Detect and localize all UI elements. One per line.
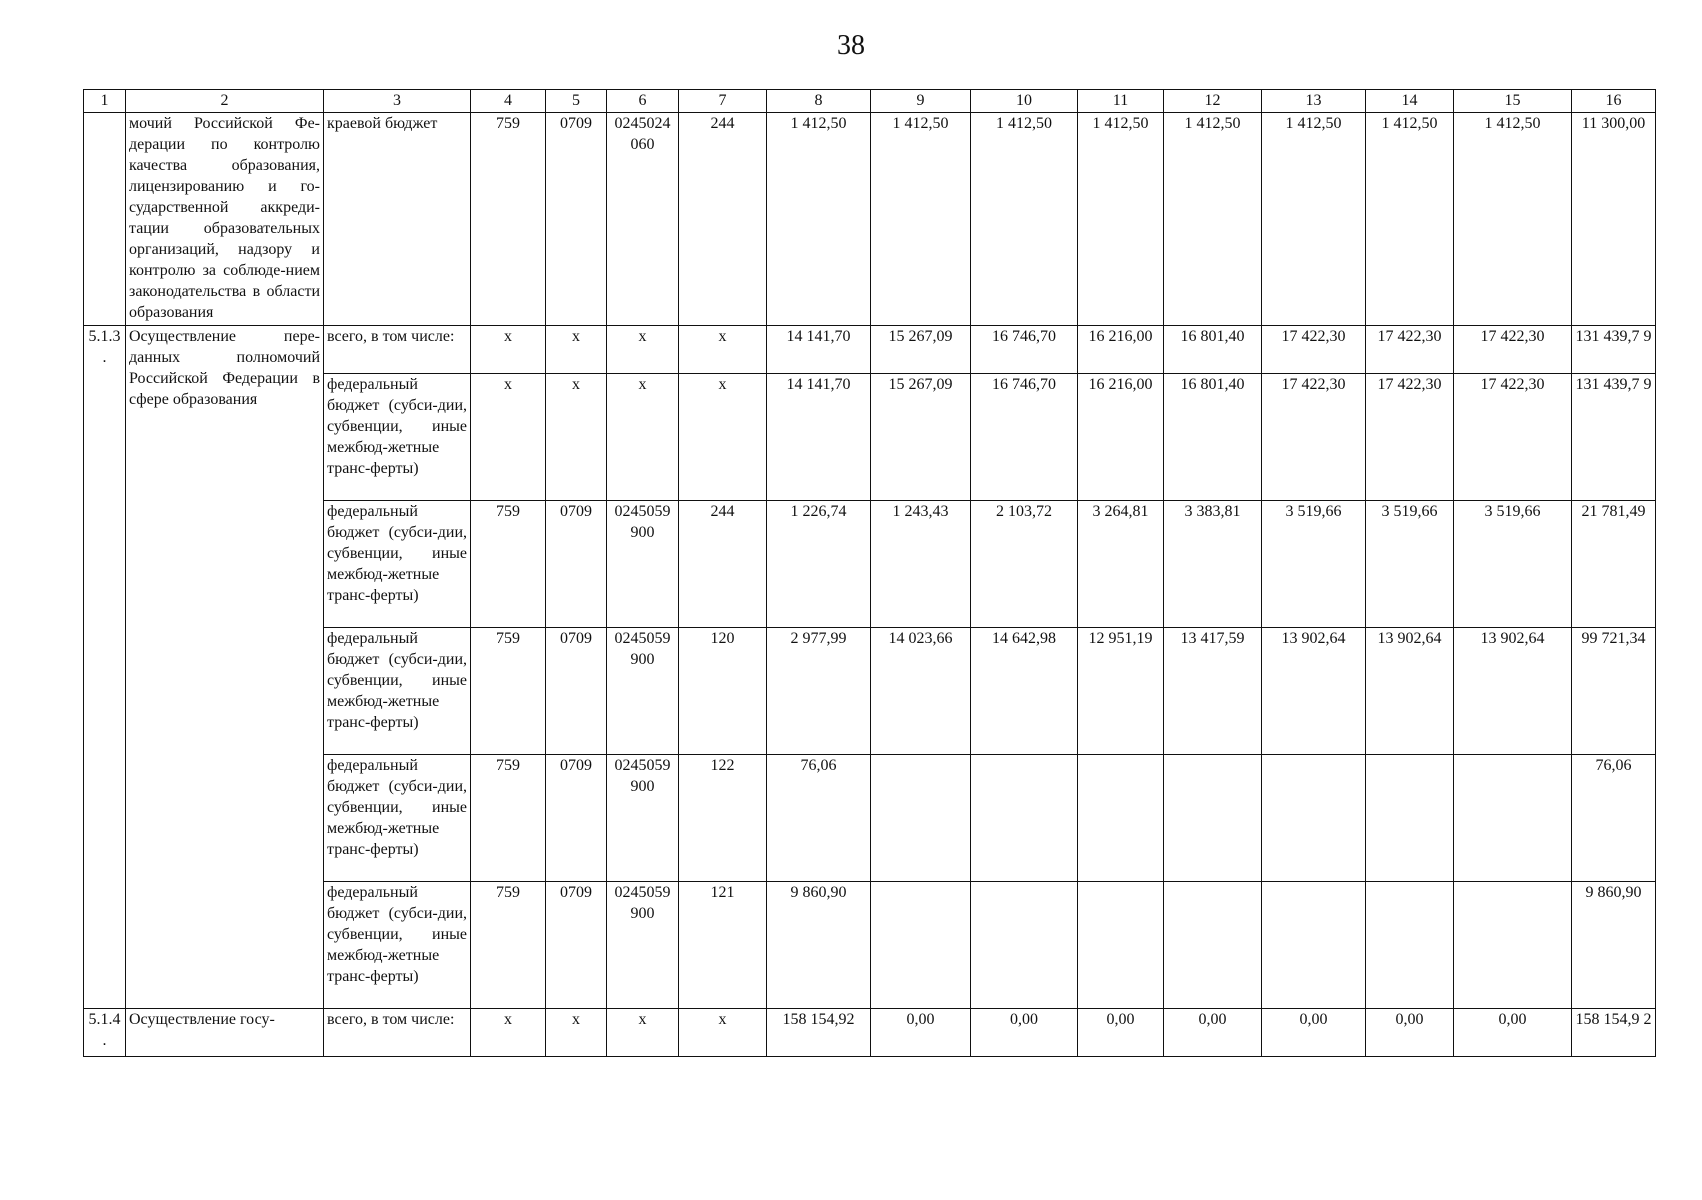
code-cell: х xyxy=(471,374,546,501)
value-cell xyxy=(1078,755,1164,882)
value-cell: 17 422,30 xyxy=(1366,326,1454,374)
value-cell: 1 412,50 xyxy=(971,113,1078,326)
column-header: 15 xyxy=(1454,90,1572,113)
value-cell: 0,00 xyxy=(1078,1009,1164,1057)
total-cell: 9 860,90 xyxy=(1572,882,1656,1009)
column-header: 9 xyxy=(871,90,971,113)
value-cell: 1 412,50 xyxy=(871,113,971,326)
code-cell: 759 xyxy=(471,755,546,882)
code-cell: х xyxy=(607,326,679,374)
code-cell: х xyxy=(546,1009,607,1057)
value-cell xyxy=(1454,755,1572,882)
column-header: 6 xyxy=(607,90,679,113)
funding-source-cell: федеральный бюджет (субси-дии, субвенции, иные межбюд-жетные транс-ферты) xyxy=(324,374,471,501)
code-cell: 0245059 900 xyxy=(607,501,679,628)
value-cell xyxy=(871,882,971,1009)
funding-source-cell: всего, в том числе: xyxy=(324,1009,471,1057)
page-number: 38 xyxy=(837,30,865,61)
value-cell: 0,00 xyxy=(1262,1009,1366,1057)
value-cell: 3 519,66 xyxy=(1262,501,1366,628)
value-cell: 17 422,30 xyxy=(1454,374,1572,501)
value-cell: 14 023,66 xyxy=(871,628,971,755)
value-cell: 14 642,98 xyxy=(971,628,1078,755)
column-header: 8 xyxy=(767,90,871,113)
value-cell: 9 860,90 xyxy=(767,882,871,1009)
column-header: 12 xyxy=(1164,90,1262,113)
value-cell: 1 412,50 xyxy=(1078,113,1164,326)
code-cell: 0709 xyxy=(546,501,607,628)
value-cell: 1 412,50 xyxy=(1366,113,1454,326)
value-cell: 1 412,50 xyxy=(767,113,871,326)
value-cell: 16 746,70 xyxy=(971,326,1078,374)
value-cell: 17 422,30 xyxy=(1262,374,1366,501)
value-cell: 1 243,43 xyxy=(871,501,971,628)
value-cell: 17 422,30 xyxy=(1454,326,1572,374)
value-cell: 0,00 xyxy=(1164,1009,1262,1057)
column-header: 5 xyxy=(546,90,607,113)
code-cell: 0709 xyxy=(546,113,607,326)
value-cell: 158 154,92 xyxy=(767,1009,871,1057)
value-cell xyxy=(1262,882,1366,1009)
value-cell: 2 103,72 xyxy=(971,501,1078,628)
value-cell: 1 412,50 xyxy=(1454,113,1572,326)
total-cell: 131 439,7 9 xyxy=(1572,374,1656,501)
value-cell: 13 902,64 xyxy=(1262,628,1366,755)
code-cell: 0709 xyxy=(546,755,607,882)
code-cell: 120 xyxy=(679,628,767,755)
code-cell: 759 xyxy=(471,113,546,326)
column-number-row xyxy=(84,90,1656,113)
table-row xyxy=(84,1009,1656,1057)
column-header: 11 xyxy=(1078,90,1164,113)
code-cell: 759 xyxy=(471,882,546,1009)
funding-source-cell: федеральный бюджет (субси-дии, субвенции, иные межбюд-жетные транс-ферты) xyxy=(324,628,471,755)
column-header: 16 xyxy=(1572,90,1656,113)
total-cell: 21 781,49 xyxy=(1572,501,1656,628)
value-cell: 2 977,99 xyxy=(767,628,871,755)
code-cell: х xyxy=(546,374,607,501)
code-cell: х xyxy=(471,326,546,374)
value-cell: 16 746,70 xyxy=(971,374,1078,501)
value-cell: 3 519,66 xyxy=(1366,501,1454,628)
value-cell: 1 226,74 xyxy=(767,501,871,628)
code-cell: 759 xyxy=(471,628,546,755)
funding-source-cell: федеральный бюджет (субси-дии, субвенции, иные межбюд-жетные транс-ферты) xyxy=(324,882,471,1009)
value-cell: 3 264,81 xyxy=(1078,501,1164,628)
column-header: 13 xyxy=(1262,90,1366,113)
value-cell: 17 422,30 xyxy=(1366,374,1454,501)
budget-table xyxy=(83,89,1656,1057)
code-cell: х xyxy=(546,326,607,374)
value-cell: 3 519,66 xyxy=(1454,501,1572,628)
value-cell: 0,00 xyxy=(971,1009,1078,1057)
value-cell xyxy=(971,755,1078,882)
code-cell: 0245059 900 xyxy=(607,755,679,882)
code-cell: 0709 xyxy=(546,882,607,1009)
code-cell: 0245059 900 xyxy=(607,882,679,1009)
table-row xyxy=(84,113,1656,326)
code-cell: 122 xyxy=(679,755,767,882)
code-cell: х xyxy=(607,1009,679,1057)
item-number-cell xyxy=(84,113,126,326)
value-cell: 76,06 xyxy=(767,755,871,882)
column-header: 3 xyxy=(324,90,471,113)
value-cell: 15 267,09 xyxy=(871,374,971,501)
value-cell: 0,00 xyxy=(1454,1009,1572,1057)
code-cell: х xyxy=(679,326,767,374)
value-cell: 16 216,00 xyxy=(1078,374,1164,501)
item-name-cell: мочий Российской Фе-дерации по контролю качества образования, лицензированию и го-сударственной аккреди-тации образовательных организаций, надзору и контролю за соблюде-нием законодательства в области образования xyxy=(126,113,324,326)
value-cell: 14 141,70 xyxy=(767,326,871,374)
value-cell: 16 801,40 xyxy=(1164,374,1262,501)
column-header: 7 xyxy=(679,90,767,113)
value-cell: 13 902,64 xyxy=(1454,628,1572,755)
value-cell xyxy=(871,755,971,882)
item-number-cell: 5.1.4 . xyxy=(84,1009,126,1057)
value-cell: 0,00 xyxy=(871,1009,971,1057)
column-header: 1 xyxy=(84,90,126,113)
value-cell: 3 383,81 xyxy=(1164,501,1262,628)
total-cell: 158 154,9 2 xyxy=(1572,1009,1656,1057)
total-cell: 11 300,00 xyxy=(1572,113,1656,326)
value-cell xyxy=(971,882,1078,1009)
code-cell: х xyxy=(679,374,767,501)
value-cell: 0,00 xyxy=(1366,1009,1454,1057)
value-cell: 1 412,50 xyxy=(1164,113,1262,326)
table-row xyxy=(84,326,1656,374)
value-cell xyxy=(1454,882,1572,1009)
code-cell: 0245024 060 xyxy=(607,113,679,326)
total-cell: 131 439,7 9 xyxy=(1572,326,1656,374)
code-cell: х xyxy=(679,1009,767,1057)
value-cell: 12 951,19 xyxy=(1078,628,1164,755)
total-cell: 76,06 xyxy=(1572,755,1656,882)
value-cell: 16 801,40 xyxy=(1164,326,1262,374)
value-cell: 15 267,09 xyxy=(871,326,971,374)
item-number-cell: 5.1.3 . xyxy=(84,326,126,1009)
code-cell: 244 xyxy=(679,113,767,326)
value-cell: 1 412,50 xyxy=(1262,113,1366,326)
code-cell: 0709 xyxy=(546,628,607,755)
column-header: 10 xyxy=(971,90,1078,113)
value-cell xyxy=(1164,882,1262,1009)
value-cell: 17 422,30 xyxy=(1262,326,1366,374)
code-cell: 0245059 900 xyxy=(607,628,679,755)
code-cell: 759 xyxy=(471,501,546,628)
code-cell: 244 xyxy=(679,501,767,628)
funding-source-cell: краевой бюджет xyxy=(324,113,471,326)
value-cell xyxy=(1366,882,1454,1009)
value-cell: 14 141,70 xyxy=(767,374,871,501)
column-header: 4 xyxy=(471,90,546,113)
code-cell: х xyxy=(607,374,679,501)
value-cell: 13 417,59 xyxy=(1164,628,1262,755)
funding-source-cell: всего, в том числе: xyxy=(324,326,471,374)
total-cell: 99 721,34 xyxy=(1572,628,1656,755)
item-name-cell: Осуществление пере-данных полномочий Российской Федерации в сфере образования xyxy=(126,326,324,1009)
value-cell: 13 902,64 xyxy=(1366,628,1454,755)
funding-source-cell: федеральный бюджет (субси-дии, субвенции, иные межбюд-жетные транс-ферты) xyxy=(324,755,471,882)
value-cell xyxy=(1262,755,1366,882)
value-cell xyxy=(1078,882,1164,1009)
value-cell xyxy=(1366,755,1454,882)
code-cell: 121 xyxy=(679,882,767,1009)
value-cell: 16 216,00 xyxy=(1078,326,1164,374)
value-cell xyxy=(1164,755,1262,882)
item-name-cell: Осуществление госу- xyxy=(126,1009,324,1057)
column-header: 2 xyxy=(126,90,324,113)
code-cell: х xyxy=(471,1009,546,1057)
column-header: 14 xyxy=(1366,90,1454,113)
funding-source-cell: федеральный бюджет (субси-дии, субвенции, иные межбюд-жетные транс-ферты) xyxy=(324,501,471,628)
